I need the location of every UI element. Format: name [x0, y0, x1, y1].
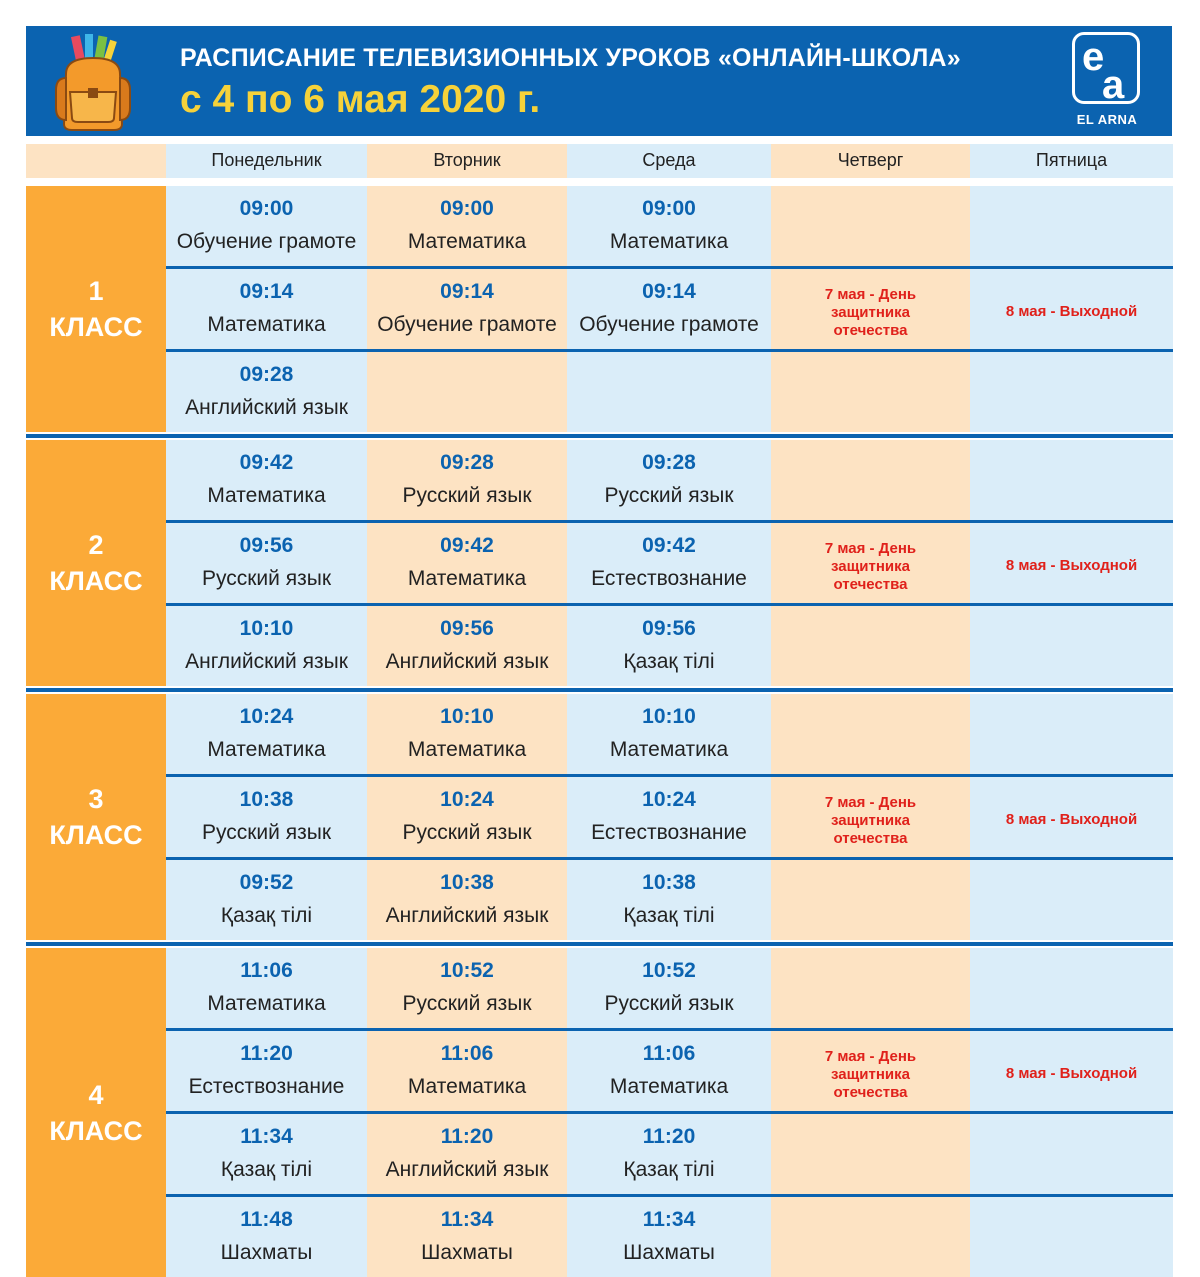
lesson-time: 09:42 [440, 534, 494, 557]
lesson-time: 09:28 [239, 363, 294, 386]
lesson-time: 10:10 [440, 705, 494, 728]
lesson-subject: Английский язык [185, 396, 348, 419]
lesson-time: 09:00 [239, 197, 294, 220]
day-header-wednesday: Среда [567, 144, 771, 178]
lesson-time: 09:52 [239, 871, 294, 894]
lesson-subject: Математика [407, 738, 527, 761]
lesson-subject: Обучение грамоте [579, 313, 759, 336]
lesson-cell [567, 450, 771, 510]
lesson-cell [166, 1124, 367, 1184]
row-divider [166, 1111, 1173, 1114]
lesson-subject: Қазақ тілі [623, 650, 715, 673]
lesson-time: 09:56 [642, 617, 696, 640]
row-divider [166, 266, 1173, 269]
day-header-thursday: Четверг [771, 144, 970, 178]
class-word: КЛАСС [49, 1115, 143, 1146]
lesson-subject: Математика [207, 992, 326, 1015]
holiday-friday: 8 мая - Выходной [1005, 811, 1138, 828]
lesson-cell [567, 279, 771, 339]
lesson-cell [367, 1207, 567, 1267]
corner-cell [26, 144, 166, 178]
lesson-cell [166, 196, 367, 256]
lesson-cell [166, 870, 367, 930]
lesson-time: 11:06 [642, 1042, 696, 1065]
lesson-cell [367, 196, 567, 256]
class-label [26, 948, 166, 1277]
lesson-time: 10:38 [440, 871, 494, 894]
page-title: РАСПИСАНИЕ ТЕЛЕВИЗИОННЫХ УРОКОВ «ОНЛАЙН-ШКОЛА» [180, 44, 961, 72]
lesson-time: 09:28 [642, 451, 696, 474]
lesson-cell [367, 533, 567, 593]
lesson-cell [567, 1124, 771, 1184]
lesson-subject: Математика [609, 738, 729, 761]
lesson-subject: Русский язык [402, 992, 532, 1015]
lesson-time: 10:24 [239, 705, 294, 728]
lesson-cell [567, 533, 771, 593]
lesson-time: 11:34 [642, 1208, 696, 1231]
lesson-subject: Қазақ тілі [623, 904, 715, 927]
lesson-time: 09:42 [642, 534, 696, 557]
holiday-friday: 8 мая - Выходной [1005, 557, 1138, 574]
class-label [26, 186, 166, 432]
el-arna-logo [1066, 32, 1148, 132]
row-divider [166, 349, 1173, 352]
day-header-friday: Пятница [970, 144, 1173, 178]
lesson-time: 10:24 [642, 788, 696, 811]
lesson-subject: Обучение грамоте [377, 313, 557, 336]
row-divider [166, 1194, 1173, 1197]
lesson-subject: Английский язык [385, 650, 549, 673]
lesson-cell [166, 616, 367, 676]
lesson-cell [166, 787, 367, 847]
lesson-time: 11:06 [240, 959, 293, 982]
class-separator [26, 434, 1173, 438]
lesson-time: 10:10 [642, 705, 696, 728]
holiday-thursday: 7 мая - День защитника отечества [824, 794, 917, 847]
lesson-subject: Математика [407, 567, 527, 590]
lesson-subject: Қазақ тілі [220, 904, 313, 927]
lesson-subject: Математика [609, 230, 729, 253]
logo-text: EL ARNA [1076, 112, 1138, 127]
lesson-subject: Математика [407, 230, 527, 253]
holiday-friday: 8 мая - Выходной [1005, 303, 1138, 320]
lesson-cell [567, 196, 771, 256]
lesson-time: 09:14 [239, 280, 294, 303]
lesson-subject: Русский язык [201, 821, 332, 844]
lesson-time: 09:00 [440, 197, 494, 220]
lesson-time: 11:20 [240, 1042, 293, 1065]
row-divider [166, 520, 1173, 523]
lesson-cell [166, 362, 367, 422]
lesson-subject: Математика [609, 1075, 729, 1098]
page-dates: с 4 по 6 мая 2020 г. [180, 78, 541, 121]
lesson-time: 09:00 [642, 197, 696, 220]
header-banner [26, 26, 1172, 136]
row-divider [166, 1028, 1173, 1031]
class-separator [26, 688, 1173, 692]
logo-letters [1072, 32, 1142, 106]
lesson-cell [367, 958, 567, 1018]
class-word: КЛАСС [49, 566, 143, 596]
row-divider [166, 857, 1173, 860]
lesson-cell [367, 616, 567, 676]
lesson-subject: Английский язык [385, 904, 549, 927]
lesson-subject: Қазақ тілі [220, 1158, 313, 1181]
lesson-time: 10:38 [642, 871, 696, 894]
lesson-cell [166, 1207, 367, 1267]
lesson-subject: Обучение грамоте [176, 230, 357, 253]
class-separator [26, 942, 1173, 946]
lesson-time: 11:20 [440, 1125, 494, 1148]
holiday-friday: 8 мая - Выходной [1005, 1065, 1138, 1082]
class-number: 3 [88, 784, 104, 814]
lesson-cell [166, 450, 367, 510]
lesson-subject: Шахматы [220, 1241, 313, 1264]
lesson-subject: Английский язык [185, 650, 348, 673]
lesson-cell [567, 704, 771, 764]
class-word: КЛАСС [49, 820, 143, 850]
lesson-time: 09:56 [239, 534, 294, 557]
lesson-time: 09:56 [440, 617, 494, 640]
lesson-cell [166, 279, 367, 339]
lesson-cell [567, 958, 771, 1018]
lesson-cell [367, 1041, 567, 1101]
lesson-time: 09:42 [239, 451, 294, 474]
class-number: 4 [88, 1079, 104, 1110]
row-divider [166, 774, 1173, 777]
lesson-time: 10:38 [239, 788, 294, 811]
lesson-subject: Английский язык [385, 1158, 549, 1181]
lesson-time: 11:20 [642, 1125, 696, 1148]
lesson-subject: Математика [407, 1075, 527, 1098]
class-label [26, 440, 166, 686]
lesson-subject: Естествознание [188, 1075, 345, 1098]
lesson-time: 10:24 [440, 788, 494, 811]
lesson-cell [367, 1124, 567, 1184]
lesson-cell [166, 533, 367, 593]
lesson-time: 11:06 [440, 1042, 494, 1065]
lesson-subject: Математика [207, 484, 326, 507]
lesson-subject: Русский язык [201, 567, 332, 590]
lesson-subject: Қазақ тілі [623, 1158, 715, 1181]
backpack-icon [52, 34, 134, 132]
lesson-time: 11:34 [240, 1125, 293, 1148]
lesson-subject: Русский язык [402, 821, 532, 844]
lesson-subject: Русский язык [604, 992, 734, 1015]
lesson-cell [367, 279, 567, 339]
lesson-subject: Естествознание [591, 567, 747, 590]
day-header-tuesday: Вторник [367, 144, 567, 178]
class-number: 1 [88, 276, 104, 306]
lesson-cell [567, 616, 771, 676]
lesson-subject: Естествознание [591, 821, 747, 844]
row-divider [166, 603, 1173, 606]
lesson-time: 10:52 [440, 959, 494, 982]
lesson-subject: Шахматы [421, 1241, 513, 1264]
svg-text:a: a [1102, 63, 1125, 106]
lesson-cell [567, 787, 771, 847]
lesson-cell [367, 704, 567, 764]
lesson-subject: Русский язык [402, 484, 532, 507]
lesson-cell [567, 1041, 771, 1101]
lesson-subject: Математика [207, 738, 326, 761]
lesson-cell [567, 1207, 771, 1267]
lesson-time: 11:34 [440, 1208, 494, 1231]
lesson-subject: Русский язык [604, 484, 734, 507]
day-header-monday: Понедельник [166, 144, 367, 178]
lesson-time: 09:14 [440, 280, 494, 303]
holiday-thursday: 7 мая - День защитника отечества [824, 1048, 917, 1101]
holiday-thursday: 7 мая - День защитника отечества [824, 286, 917, 339]
lesson-cell [166, 1041, 367, 1101]
holiday-thursday: 7 мая - День защитника отечества [824, 540, 917, 593]
lesson-cell [166, 704, 367, 764]
class-label [26, 694, 166, 940]
lesson-time: 10:10 [239, 617, 294, 640]
svg-text:e: e [1082, 35, 1105, 79]
lesson-time: 09:28 [440, 451, 494, 474]
lesson-subject: Математика [207, 313, 326, 336]
lesson-subject: Шахматы [623, 1241, 715, 1264]
lesson-time: 09:14 [642, 280, 696, 303]
class-number: 2 [88, 530, 104, 560]
lesson-cell [367, 450, 567, 510]
lesson-cell [367, 787, 567, 847]
lesson-cell [367, 870, 567, 930]
lesson-cell [567, 870, 771, 930]
lesson-cell [166, 958, 367, 1018]
lesson-time: 10:52 [642, 959, 696, 982]
lesson-time: 11:48 [240, 1208, 293, 1231]
class-word: КЛАСС [49, 312, 143, 342]
